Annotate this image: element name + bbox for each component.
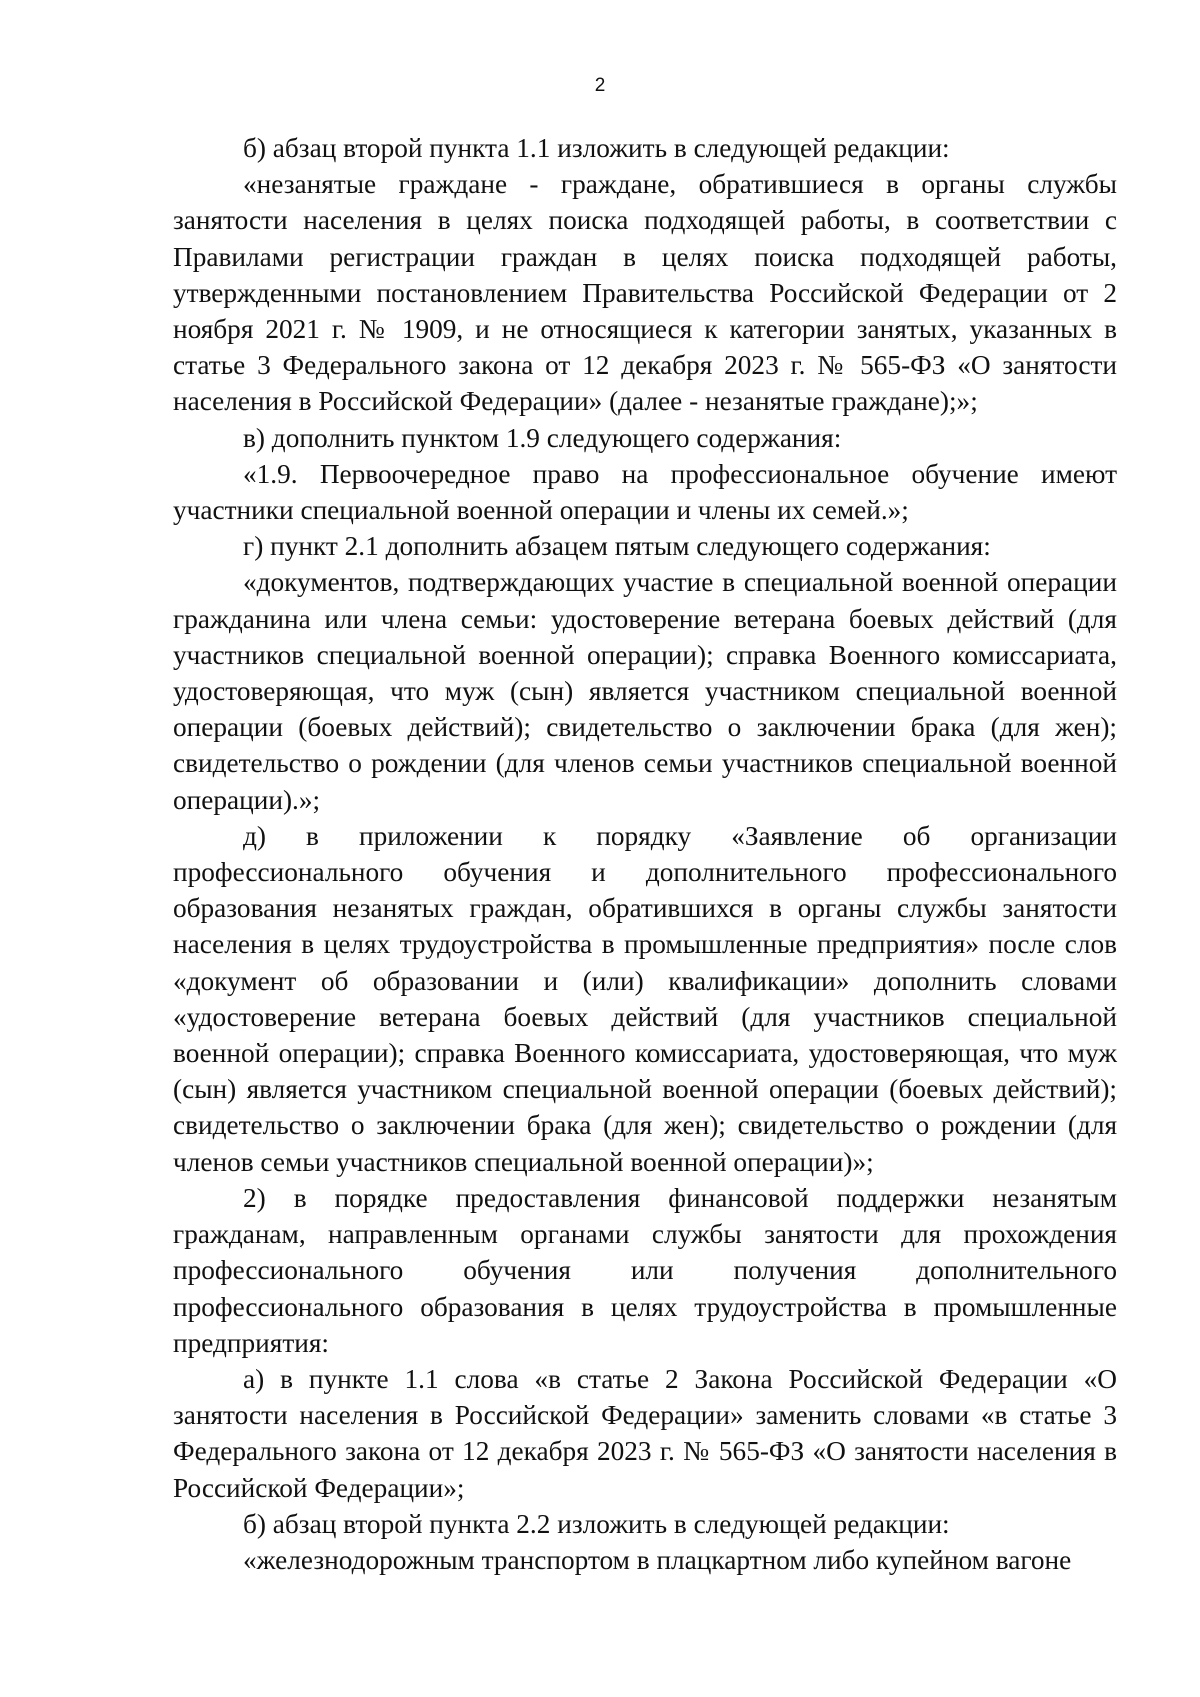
page-number: 2	[594, 75, 606, 96]
paragraph-1-9-text: «1.9. Первоочередное право на профессиональное обучение имеют участники специальной военной операции и члены их семей.»;	[173, 458, 1117, 526]
paragraph-a-punkt-1-1: а) в пункте 1.1 слова «в статье 2 Закона Российской Федерации «О занятости населения в Российской Федерации» заменить словами «в статье 3 Федерального закона от 12 декабря 2023 г. № 565-ФЗ «О занятости населения в Российской Федерации»;	[173, 1363, 1117, 1503]
paragraph-v-punkt-1-9: в) дополнить пунктом 1.9 следующего содержания:	[243, 422, 842, 453]
paragraph-g-punkt-2-1: г) пункт 2.1 дополнить абзацем пятым следующего содержания:	[243, 531, 991, 562]
paragraph-documents-list: «документов, подтверждающих участие в специальной военной операции гражданина или члена семьи: удостоверение ветерана боевых действий (для участников специальной военной операции); справка Военного комиссариата, удостоверяющая, что муж (сын) является участником специальной военной операции (боевых действий); свидетельство о заключении брака (для жен); свидетельство о рождении (для членов семьи участников специальной военной операции).»;	[173, 567, 1117, 815]
paragraph-b-punkt-2-2: б) абзац второй пункта 2.2 изложить в следующей редакции:	[243, 1508, 950, 1539]
paragraph-railway-transport: «железнодорожным транспортом в плацкартном либо купейном вагоне	[243, 1544, 1072, 1575]
paragraph-2-poryadok: 2) в порядке предоставления финансовой поддержки незанятым гражданам, направленным органами службы занятости для прохождения профессионального обучения или получения дополнительного профессионального образования в целях трудоустройства в промышленные предприятия:	[173, 1182, 1117, 1358]
document-body	[173, 130, 1117, 1578]
paragraph-d-prilozhenie: д) в приложении к порядку «Заявление об организации профессионального обучения и дополнительного профессионального образования незанятых граждан, обратившихся в органы службы занятости населения в целях трудоустройства в промышленные предприятия» после слов «документ об образовании и (или) квалификации» дополнить словами «удостоверение ветерана боевых действий (для участников специальной военной операции); справка Военного комиссариата, удостоверяющая, что муж (сын) является участником специальной военной операции (боевых действий); свидетельство о заключении брака (для жен); свидетельство о рождении (для членов семьи участников специальной военной операции)»;	[173, 820, 1117, 1177]
paragraph-definition-nezanyatye: «незанятые граждане - граждане, обратившиеся в органы службы занятости населения в целях поиска подходящей работы, в соответствии с Правилами регистрации граждан в целях поиска подходящей работы, утвержденными постановлением Правительства Российской Федерации от 2 ноября 2021 г. № 1909, и не относящиеся к категории занятых, указанных в статье 3 Федерального закона от 12 декабря 2023 г. № 565-ФЗ «О занятости населения в Российской Федерации» (далее - незанятые граждане);»;	[173, 169, 1117, 417]
paragraph-b-abzac-vtoroy: б) абзац второй пункта 1.1 изложить в следующей редакции:	[243, 133, 950, 163]
